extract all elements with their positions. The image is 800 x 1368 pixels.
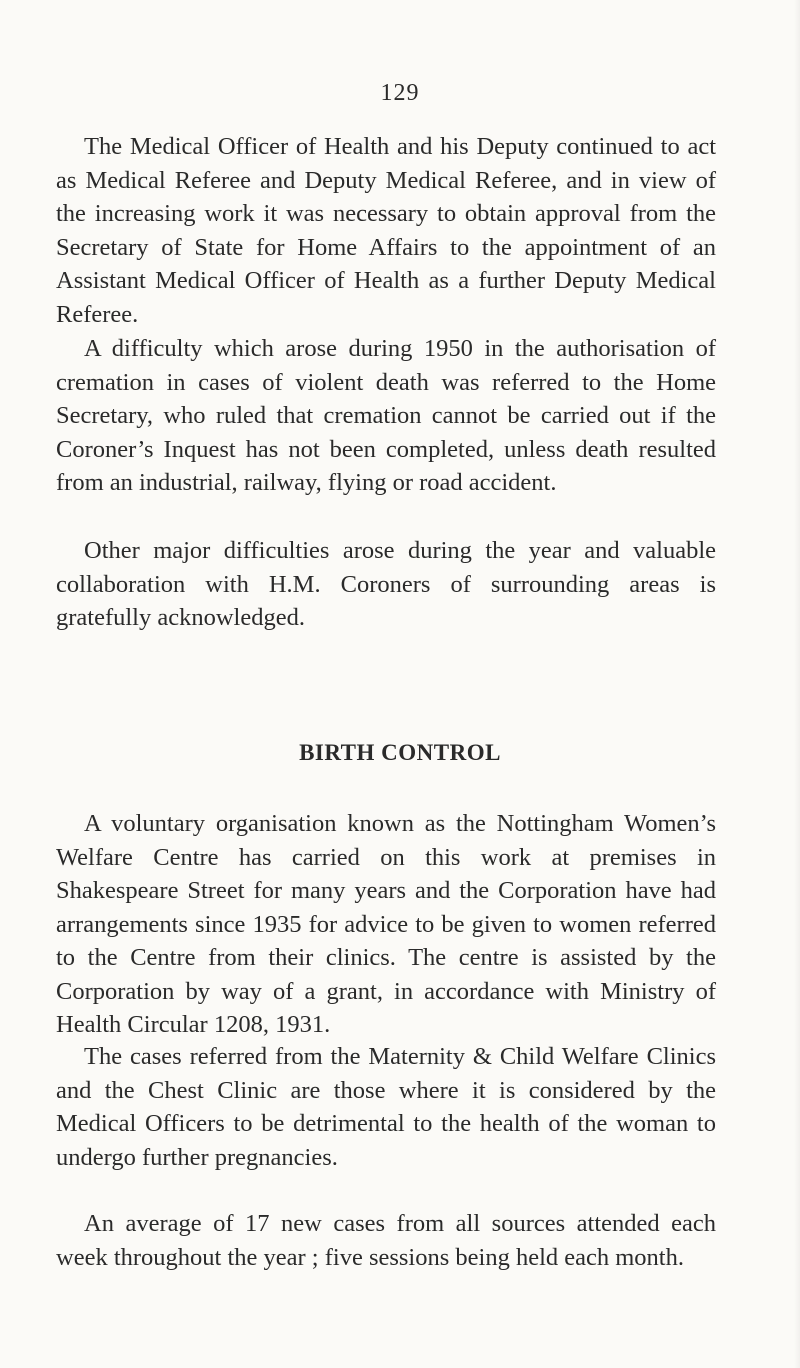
- paragraph-cremation-difficulty: A difficulty which arose during 1950 in the authorisation of cremation in cases of violent death was referred to the Home Secretary, who ruled that cremation cannot be carried out if the Coroner’s Inquest has not been completed, unless death resulted from an industrial, railway, flying or road accident.: [56, 335, 716, 496]
- paragraph-referred-cases: The cases referred from the Maternity & Child Welfare Clinics and the Chest Clinic are those where it is considered by the Medical Officers to be detrimental to the health of the woman to undergo further pregnancies.: [56, 1043, 716, 1171]
- page-number: 129: [380, 80, 420, 106]
- paragraph-collaboration: Other major difficulties arose during the year and valuable collaboration with H.M. Coroners of surrounding areas is gratefully acknowledged.: [56, 537, 716, 631]
- paragraph-welfare-centre: A voluntary organisation known as the Nottingham Women’s Welfare Centre has carried on this work at premises in Shakespeare Street for many years and the Corporation have had arrangements since 1935 for advice to be given to women referred to the Centre from their clinics. The centre is assisted by the Corporation by way of a grant, in accordance with Ministry of Health Circular 1208, 1931.: [56, 810, 716, 1038]
- scan-edge-shadow: [794, 0, 800, 1368]
- paragraph-medical-referee: The Medical Officer of Health and his Deputy continued to act as Medical Referee and Deputy Medical Referee, and in view of the increasing work it was necessary to obtain approval from the Secretary of State for Home Affairs to the appointment of an Assistant Medical Officer of Health as a further Deputy Medical Referee.: [56, 133, 716, 328]
- paragraph-average-cases: An average of 17 new cases from all sources attended each week throughout the year ; five sessions being held each month.: [56, 1210, 716, 1271]
- section-heading-birth-control: BIRTH CONTROL: [299, 740, 501, 765]
